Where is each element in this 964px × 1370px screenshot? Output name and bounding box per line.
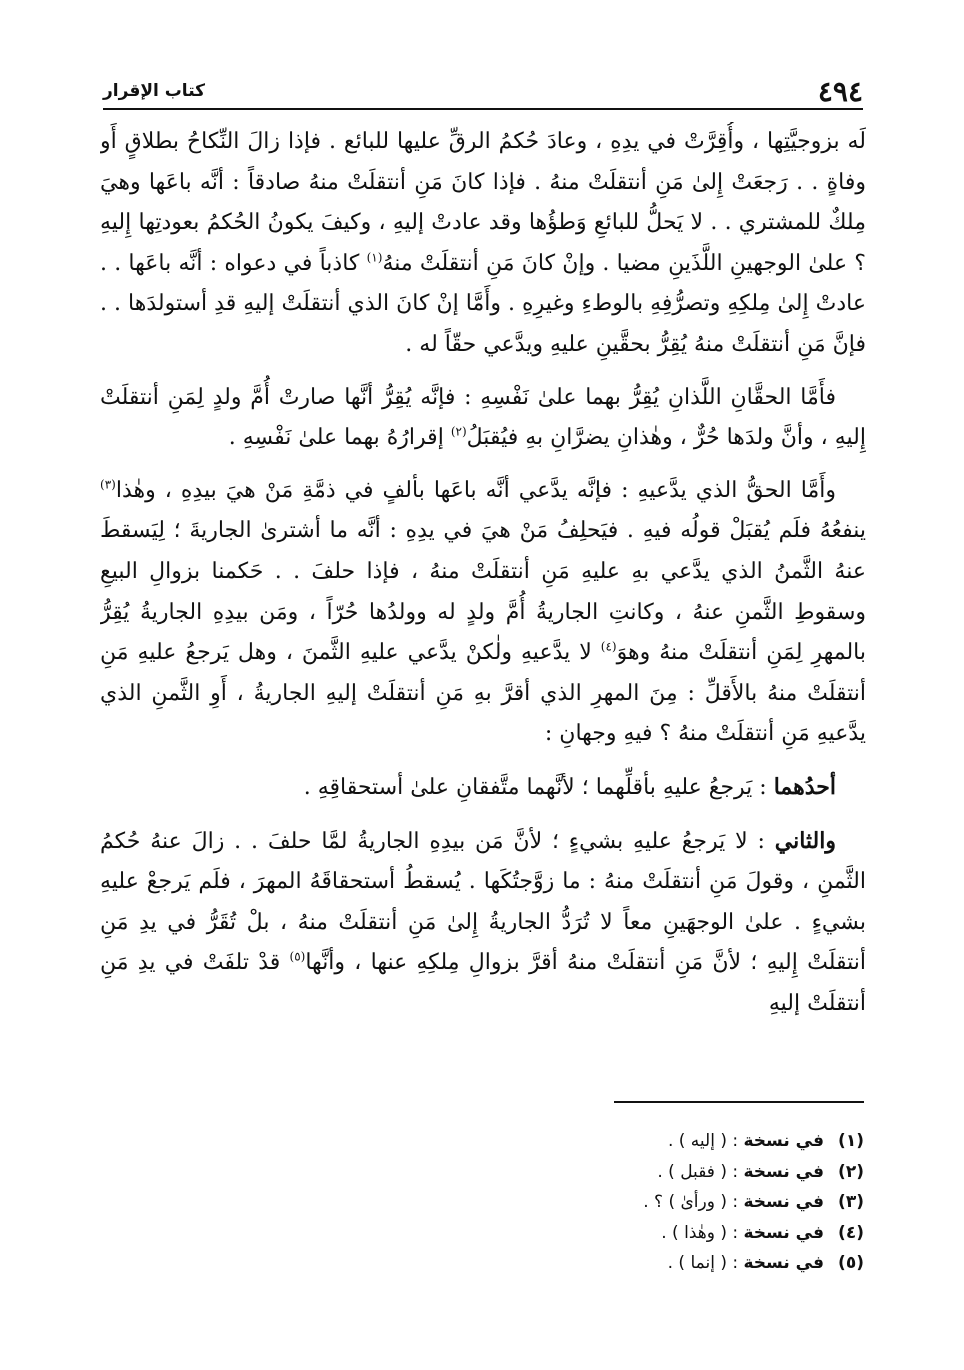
footnote-item [364,1218,864,1249]
main-text [100,122,866,1112]
footnote-text: : ( فقبل ) . [657,1161,744,1182]
page-number: ٤٩٤ [817,74,863,108]
footnote-ref-5: (٥) [289,949,306,964]
footnote-text: : ( ورأىٰ ) ؟ . [643,1192,744,1212]
footnote-item [364,1187,864,1218]
footnote-item [364,1126,864,1157]
footnote-number: (٢) [838,1161,864,1182]
footnote-text: : ( إليه ) . [667,1131,744,1151]
footnote-number: (٣) [838,1192,864,1212]
footnote-item [364,1157,864,1188]
footnote-label: في نسخة [743,1253,824,1273]
paragraph-4: أحدُهما : يَرجعُ عليهِ بأقلِّهما ؛ لأنَّهما متَّفقانِ علىٰ أستحقاقِهِ . [303,773,836,800]
footnotes-list [364,1126,864,1279]
lead-term-first: أحدُهما [773,773,836,800]
footnote-label: في نسخة [743,1131,824,1151]
footnote-text: : ( وهٰذا ) . [661,1222,744,1243]
footnote-ref-4: (٤) [600,639,617,654]
lead-term-second: والثاني [774,827,836,854]
page-header [103,74,863,110]
paragraph-1: لَه بزوجيَّتِها ، وأُقِرَّتْ في يدِهِ ، وعادَ حُكمُ الرقِّ عليها للبائع . فإذا زالَ النِّكاحُ بطلاقٍ أَو وفاةٍ . . رَجعَتْ إِلىٰ مَنِ أنتقلَتْ منهُ . فإذا كانَ مَنِ أنتقلَتْ منهُ صادقاً : أنَّه باعَها وهيَ مِلكٌ للمشتري . . لا يَحلُّ للبائعِ وَطؤُها وقد عادتْ إليهِ ، وكيفَ يكونُ الحُكمُ بعودتِها إِليهِ ؟ علىٰ الوجهينِ اللَّذَينِ مضيا . وإنْ كانَ مَنِ أنتقلَتْ منهُ$^{(١)}$ كاذباً في دعواه : أنَّه باعَها . . عادتْ إِلىٰ مِلكِهِ وتصرُّفِهِ بالوطءِ وغيرِهِ . وأَمَّا إنْ كانَ الذي أنتقلَتْ إليهِ قدِ أستولدَها . . فإنَّ مَنِ أنتقلَتْ منهُ يُقِرُّ بحقَّينِ عليهِ ويدَّعي حقّاً له . [100,129,866,357]
paragraph-3: وأَمَّا الحقُّ الذي يدَّعيهِ : فإنَّه يدَّعي أنَّه باعَها بألفٍ في ذمَّةِ مَنْ هيَ بيدِهِ ، وهٰذا$^{(٣)}$ ينفعُهُ فلَم يُقبَلْ قولُه فيهِ . فيَحلِفُ مَنْ هيَ في يدِهِ : أنَّه ما أشترىٰ الجاريةَ ؛ لِيَسقطَ عنهُ الثَّمنُ الذي يدَّعي بهِ عليهِ مَنِ أنتقلَتْ منهُ ، فإذا حلفَ . . حَكمنا بزوالِ البيعِ وسقوطِ الثَّمنِ عنهُ ، وكانتِ الجاريةُ أُمَّ ولدٍ له وولدُها حُرّاً ، ومَن بيدِهِ الجاريةُ يُقِرُّ بالمهرِ لِمَنِ أنتقلَتْ منهُ وهوَ$^{(٤)}$ لا يدَّعيهِ ولٰكنْ يدَّعي عليهِ الثَّمنَ ، وهل يَرجعُ عليهِ مَنِ أنتقلَتْ منهُ بالأَقلِّ : مِنَ المهرِ الذي أقرَّ بهِ مَنِ أنتقلَتْ إليهِ الجاريةُ ، أَوِ الثَّمنِ الذي يدَّعيهِ مَنِ أنتقلَتْ منهُ ؟ فيهِ وجهانِ : [100,477,866,747]
book-title: كتاب الإقرار [103,81,206,101]
footnote-text: : ( إنما ) . [667,1253,744,1273]
paragraph-2: فأَمَّا الحقَّانِ اللَّذانِ يُقِرُّ بهما علىٰ نَفْسِهِ : فإنَّه يُقِرُّ أنَّها صارتْ أُمَّ ولدٍ لِمَنِ أنتقلَتْ إِليهِ ، وأنَّ ولدَها حُرٌّ ، وهٰذانِ يضرَّانِ بهِ فيُقبَلُ$^{(٢)}$ إقرارُهُ بهما علىٰ نَفْسِهِ . [100,384,866,451]
footnote-number: (٥) [838,1253,864,1273]
footnote-label: في نسخة [743,1161,824,1182]
footnote-label: في نسخة [743,1222,824,1243]
footnote-divider [614,1101,864,1103]
footnote-ref-1: (١) [366,250,383,265]
paragraph-5: والثاني : لا يَرجعُ عليهِ بشيءٍ ؛ لأنَّ مَن بيدِهِ الجاريةُ لمَّا حلفَ . . زالَ عنهُ حُكمُ الثَّمنِ ، وقولَ مَنِ أنتقلَتْ منهُ : ما زوَّجتُكَها . يُسقطُ أستحقاقَهُ المهرَ ، فلَم يَرجعْ عليهِ بشيءٍ . علىٰ الوجهَينِ معاً لا تُرَدُّ الجاريةُ إِلىٰ مَنِ أنتقلَتْ منهُ ، بلْ تُقَرُّ في يدِ مَنِ أنتقلَتْ إِليهِ ؛ لأنَّ مَنِ أنتقلَتْ منهُ أقرَّ بزوالِ مِلكِهِ عنها ، وأنَّها$^{(٥)}$ قدْ تلفَتْ في يدِ مَنِ أنتقلَتْ إليهِ [100,827,866,1016]
footnote-ref-3: (٣) [100,477,116,492]
footnote-number: (٤) [838,1222,864,1243]
footnote-number: (١) [838,1131,864,1151]
footnote-ref-2: (٢) [450,424,467,439]
footnote-item [364,1248,864,1279]
footnote-label: في نسخة [743,1192,824,1212]
